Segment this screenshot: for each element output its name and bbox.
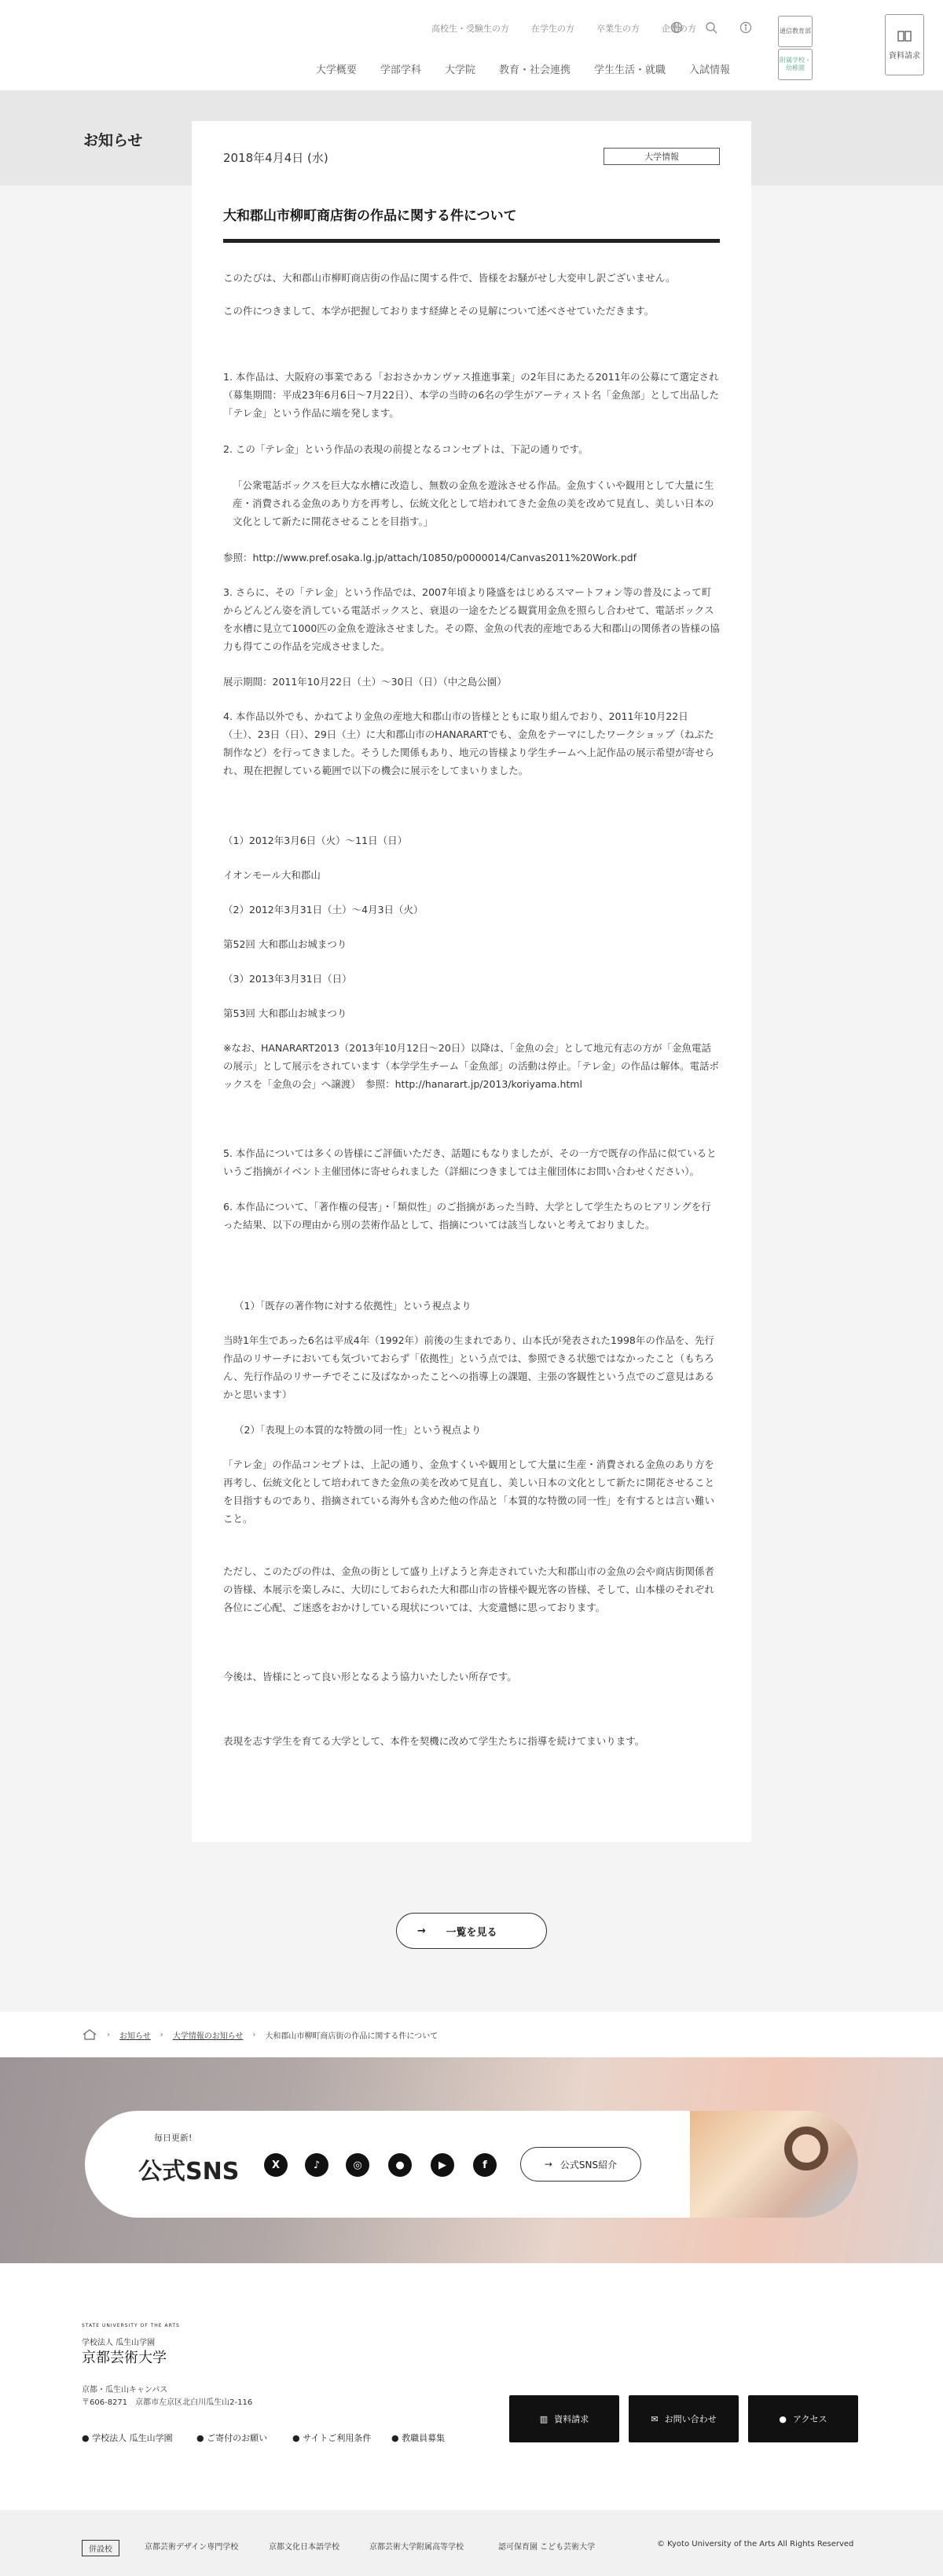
section-title: お知らせ <box>83 132 143 149</box>
breadcrumb-separator: › <box>252 2030 256 2039</box>
article-title: 大和郡山市柳町商店街の作品に関する件について <box>223 208 517 224</box>
category-badge[interactable]: 大学情報 <box>604 148 720 165</box>
footer-corp-name: 学校法人 瓜生山学園 <box>82 2339 156 2347</box>
paragraph: 5. 本作品については多くの皆様にご評価いただき、話題にもなりましたが、その一方で既存の作品に似ているというご指摘がイベント主催団体に寄せられました（詳細につきましては主催団体にお問い合わせください）。 <box>223 1147 717 1177</box>
home-icon[interactable] <box>82 2029 97 2040</box>
sns-intro-label: 公式SNS紹介 <box>560 2159 618 2171</box>
paragraph: 1. 本作品は、大阪府の事業である「おおさかカンヴァス推進事業」の2年目にあたる2011年の公募にて選定され（募集期間：平成23年6月6日～7月22日）、本学の当時の6名の学生がアーティスト名「金魚部」として出品した「テレ金」という作品に端を発します。 <box>223 371 720 419</box>
paragraph: 当時1年生であった6名は平成4年（1992年）前後の生まれであり、山本氏が発表された1998年の作品を、先行作品のリサーチにおいても気づいておらず「依拠性」という点では、参照できる状態ではなかったこと（もちろん、先行作品のリサーチでそこに及ばなかったことへの指導上の課題、主張の客観性という点でのご意見はあるかと思います） <box>223 1334 715 1400</box>
paragraph: 今後は、皆様にとって良い形となるよう協力いたしたい所存です。 <box>223 1671 517 1682</box>
footer-campus: 京都・瓜生山キャンパス <box>82 2386 168 2394</box>
breadcrumb-news[interactable]: お知らせ <box>119 2031 151 2041</box>
tiktok-icon[interactable]: ♪ <box>305 2153 328 2177</box>
back-to-list-button[interactable] <box>396 1913 547 1949</box>
x-icon[interactable]: X <box>264 2153 288 2177</box>
copyright: © Kyoto University of the Arts All Rights Reserved <box>657 2540 854 2548</box>
sns-banner <box>0 2057 943 2263</box>
breadcrumb <box>0 2012 943 2057</box>
footer-univ-name[interactable]: 京都芸術大学 <box>82 2350 167 2366</box>
paragraph: イオンモール大和郡山 <box>223 869 321 881</box>
paragraph: （2）2012年3月31日（土）～4月3日（火） <box>223 904 424 916</box>
school-link[interactable]: 京都文化日本語学校 <box>269 2543 339 2552</box>
nav-student-life[interactable]: 学生生活・就職 <box>593 64 666 76</box>
breadcrumb-separator: › <box>107 2030 110 2039</box>
paragraph: 3. さらに、その「テレ金」という作品では、2007年頃より隆盛をはじめるスマートフォン等の普及によって町からどんどん姿を消している電話ボックスと、衰退の一途をたどる観賞用金魚を照らし合わせて、電話ボックスを水槽に見立て1000匹の金魚を遊泳させました。その際、金魚の代表的産地である大和郡山の関係者の皆様の協力も得てこの作品を完成させました。 <box>223 586 720 652</box>
sns-intro-button[interactable] <box>520 2147 641 2182</box>
accessibility-icon[interactable] <box>739 20 753 35</box>
correspondence-button[interactable]: 通信教育部 <box>778 16 813 47</box>
util-link-alumni[interactable]: 卒業生の方 <box>596 24 640 34</box>
site-header <box>0 0 943 91</box>
site-footer <box>0 2263 943 2510</box>
sns-card <box>85 2111 858 2218</box>
paragraph: （3）2013年3月31日（日） <box>223 973 352 985</box>
paragraph: （1）2012年3月6日（火）～11日（日） <box>223 835 408 846</box>
paragraph: （1）「既存の著作物に対する依拠性」という視点より <box>234 1300 472 1312</box>
paragraph: このたびは、大和郡山市柳町商店街の作品に関する件で、皆様をお騒がせし大変申し訳ございません。 <box>223 272 676 284</box>
paragraph: ただし、このたびの件は、金魚の街として盛り上げようと奔走されていた大和郡山市の金魚の会や商店街関係者の皆様、本展示を楽しみに、大切にしておられた大和郡山市の皆様や観光客の皆様、そして、山本様のそれぞれ各位にご心配、ご迷惑をおかけしている現状については、大変遺憾に思っております。 <box>223 1565 715 1613</box>
paragraph: 展示期間：2011年10月22日（土）～30日（日）（中之島公園） <box>223 676 507 688</box>
back-to-list-label: 一覧を見る <box>446 1926 497 1939</box>
util-link-companies[interactable]: 企業の方 <box>662 24 696 34</box>
paragraph: 参照：http://www.pref.osaka.lg.jp/attach/10850/p0000014/Canvas2011%20Work.pdf <box>223 552 637 563</box>
footer-contact-button[interactable]: ✉ お問い合わせ <box>629 2395 739 2442</box>
location-icon: ● <box>779 2413 787 2424</box>
request-materials-label: 資料請求 <box>889 51 920 61</box>
footer-link-recruit[interactable]: ● 教職員募集 <box>391 2433 446 2443</box>
school-link[interactable]: 京都芸術大学附属高等学校 <box>369 2543 464 2552</box>
affiliated-schools-button[interactable]: 附属学校・幼稚園 <box>778 49 813 80</box>
footer-univ-en: STATE UNIVERSITY OF THE ARTS <box>82 2323 180 2328</box>
nav-about[interactable]: 大学概要 <box>315 64 357 76</box>
footer-link-donation[interactable]: ● ご寄付のお願い <box>196 2433 268 2443</box>
nav-education[interactable]: 教育・社会連携 <box>498 64 571 76</box>
paragraph: 2. この「テレ金」という作品の表現の前提となるコンセプトは、下記の通りです。 <box>223 443 589 455</box>
utility-links <box>420 22 707 35</box>
paragraph: この件につきまして、本学が把握しております経緯とその見解について述べさせていただきます。 <box>223 305 655 317</box>
line-icon[interactable]: ● <box>388 2153 412 2177</box>
book-icon <box>897 30 912 42</box>
paragraph: 「公衆電話ボックスを巨大な水槽に改造し、無数の金魚を遊泳させる作品。金魚すくいや観用として大量に生産・消費される金魚のあり方を再考し、伝統文化として培われてきた金魚の美を改めて見直し、美しい日本の文化として新たに開花させることを目指す。」 <box>233 479 714 527</box>
footer-access-button[interactable]: ● アクセス <box>748 2395 858 2442</box>
footer-address: 〒606-8271 京都市左京区北白川瓜生山2-116 <box>82 2398 253 2407</box>
request-materials-button[interactable] <box>885 14 924 75</box>
arrow-right-icon: → <box>544 2159 552 2170</box>
school-link[interactable]: 認可保育園 こども芸術大学 <box>498 2543 596 2552</box>
facebook-icon[interactable]: f <box>473 2153 497 2177</box>
paragraph: 第53回 大和郡山お城まつり <box>223 1007 347 1019</box>
school-link[interactable]: 京都芸術デザイン専門学校 <box>145 2543 239 2552</box>
paragraph: 表現を志す学生を育てる大学として、本件を契機に改めて学生たちに指導を続けてまいります。 <box>223 1735 645 1747</box>
title-rule <box>223 239 720 243</box>
footer-link-terms[interactable]: ● サイトご利用条件 <box>292 2433 372 2443</box>
nav-faculties[interactable]: 学部学科 <box>380 64 421 76</box>
footer-request-button[interactable]: ▥ 資料請求 <box>509 2395 619 2442</box>
mail-icon: ✉ <box>651 2413 659 2424</box>
paragraph: 4. 本作品以外でも、かねてより金魚の産地大和郡山市の皆様とともに取り組んでおり、2011年10月22日（土）、23日（日）、29日（土）に大和郡山市のHANARARTでも、金魚をテーマにしたワークショップ（ねぶた制作など）を行ってきました。そうした関係もあり、地元の皆様より学生チームへ上記作品の展示希望が寄せられ、現在把握している範囲で以下の機会に展示をしてまいりました。 <box>223 710 715 776</box>
main-nav <box>304 61 742 76</box>
paragraph: 6. 本作品について、「著作権の侵害」・「類似性」のご指摘があった当時、大学として学生たちのヒアリングを行った結果、以下の理由から別の芸術作品として、指摘については該当しないと考えておりました。 <box>223 1201 711 1231</box>
paragraph: （2）「表現上の本質的な特徴の同一性」という視点より <box>234 1424 482 1436</box>
nav-graduate[interactable]: 大学院 <box>444 64 475 76</box>
book-icon: ▥ <box>539 2413 549 2424</box>
breadcrumb-current: 大和郡山市柳町商店街の作品に関する件について <box>265 2031 438 2041</box>
youtube-icon[interactable]: ▶ <box>431 2153 454 2177</box>
paragraph: ※なお、HANARART2013（2013年10月12日～20日）以降は、「金魚の会」として地元有志の方が「金魚電話の展示」として展示をされています（本学学生チーム「金魚部」の活動は停止。「テレ金」の作品は解体。電話ボックスを「金魚の会」へ譲渡） 参照：http://hanarart.jp/2013/koriyama.html <box>223 1042 720 1090</box>
paragraph: 第52回 大和郡山お城まつり <box>223 938 347 950</box>
article <box>192 121 751 1842</box>
instagram-icon[interactable]: ◎ <box>346 2153 369 2177</box>
footer-link-corp[interactable]: ● 学校法人 瓜生山学園 <box>82 2433 173 2443</box>
bottom-bar <box>0 2510 943 2576</box>
search-icon[interactable] <box>704 20 718 35</box>
sns-daily-label: 毎日更新! <box>154 2133 193 2143</box>
arrow-right-icon: → <box>417 1925 426 1937</box>
article-date: 2018年4月4日 (水) <box>223 151 328 165</box>
util-link-students[interactable]: 在学生の方 <box>531 24 574 34</box>
sns-photo <box>690 2111 858 2218</box>
nav-admissions[interactable]: 入試情報 <box>688 64 730 76</box>
affiliated-tag: 併設校 <box>82 2540 119 2556</box>
breadcrumb-university-news[interactable]: 大学情報のお知らせ <box>172 2031 244 2041</box>
breadcrumb-separator: › <box>160 2030 163 2039</box>
util-link-applicants[interactable]: 高校生・受験生の方 <box>431 24 509 34</box>
student-photo <box>784 2126 828 2171</box>
sns-title: 公式SNS <box>138 2158 240 2185</box>
globe-icon[interactable] <box>670 20 684 35</box>
paragraph: 「テレ金」の作品コンセプトは、上記の通り、金魚すくいや観用として大量に生産・消費される金魚のあり方を再考し、伝統文化として培われてきた金魚の美を改めて見直し、美しい日本の文化として新たに開花させることを目指すものであり、指摘されている海外も含めた他の作品と「本質的な特徴の同一性」を有するとは言い難いこと。 <box>223 1459 715 1525</box>
